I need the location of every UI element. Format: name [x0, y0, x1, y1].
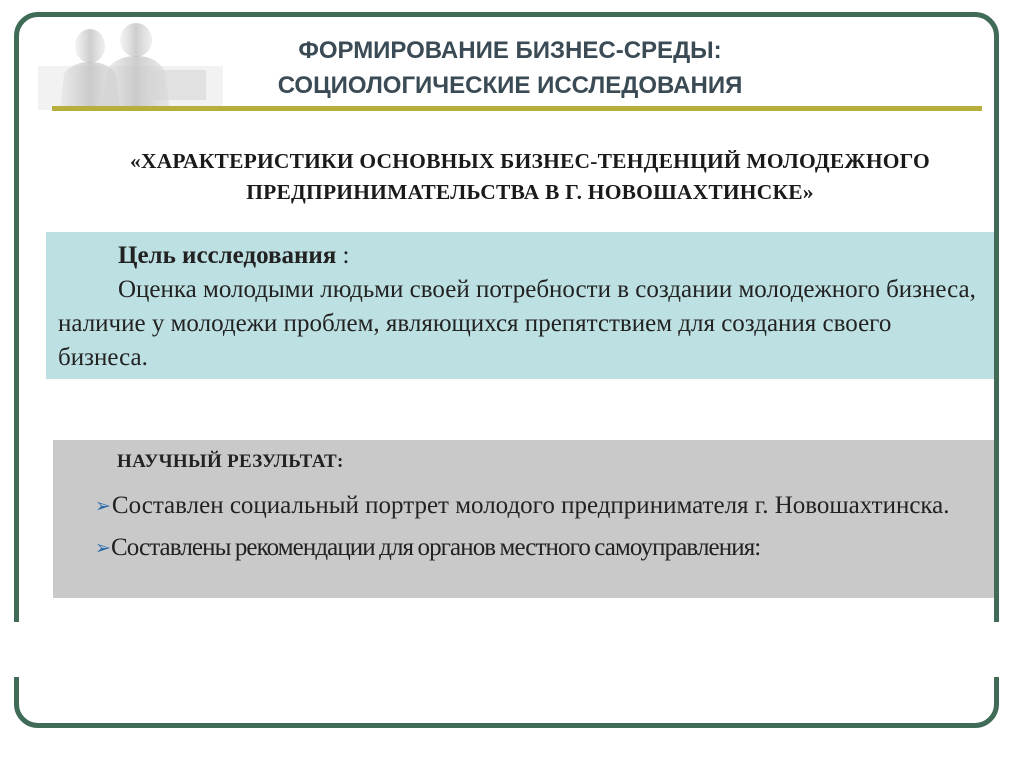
scientific-result-label: НАУЧНЫЙ РЕЗУЛЬТАТ — [117, 451, 338, 472]
subtitle-line-1: «ХАРАКТЕРИСТИКИ ОСНОВНЫХ БИЗНЕС-ТЕНДЕНЦИЙ МОЛОДЕЖНОГО — [130, 149, 930, 173]
result-item-text: Составлен социальный портрет молодого предпринимателя г. Новошахтинска. — [111, 492, 950, 519]
research-goal-text: Оценка молодыми людьми своей потребности в создании молодежного бизнеса, наличие у молодежи проблем, являющихся препятствием для создания своего бизнеса. — [58, 276, 976, 371]
result-item — [95, 531, 982, 565]
scientific-result-box — [53, 440, 994, 598]
research-goal-colon: : — [336, 242, 350, 269]
result-item-text: Составлены рекомендации для органов местного самоуправления: — [111, 534, 761, 561]
scientific-result-colon: : — [337, 451, 344, 472]
research-goal-box — [46, 232, 994, 379]
study-subtitle — [50, 146, 1010, 208]
result-item — [95, 489, 982, 523]
scientific-result-heading — [95, 447, 982, 477]
title-line-2: СОЦИОЛОГИЧЕСКИЕ ИССЛЕДОВАНИЯ — [277, 72, 743, 99]
title-underline — [52, 106, 982, 111]
title-line-1: ФОРМИРОВАНИЕ БИЗНЕС-СРЕДЫ: — [298, 37, 722, 64]
arrow-bullet-icon: ➢ — [95, 537, 111, 559]
research-goal-heading — [58, 239, 980, 273]
frame-gap — [0, 622, 1024, 677]
slide-title — [120, 33, 900, 103]
research-goal-label: Цель исследования — [118, 242, 337, 269]
subtitle-line-2: ПРЕДПРИНИМАТЕЛЬСТВА В Г. НОВОШАХТИНСКЕ» — [246, 180, 814, 204]
arrow-bullet-icon: ➢ — [95, 495, 111, 517]
